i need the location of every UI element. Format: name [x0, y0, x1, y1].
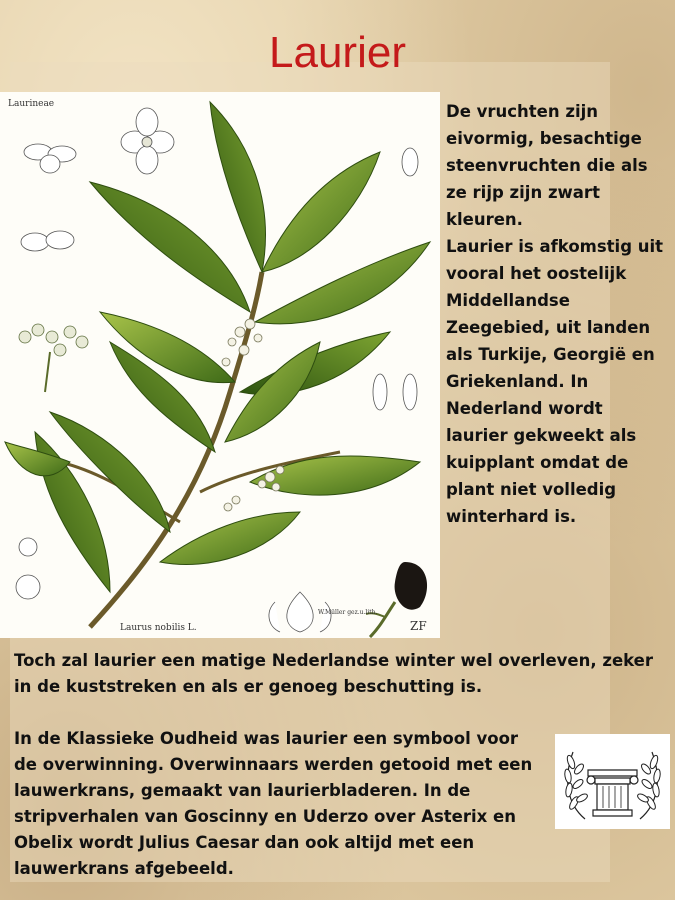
- side-text-block: [446, 98, 668, 530]
- side-paragraph: Laurier is afkomstig uit vooral het oostelijk Middellandse Zeegebied, uit landen als Turkije, Georgië en Griekenland. In Nederland wordt laurier gekweekt als kuipplant omdat de plant niet volledig winterhard is.: [446, 237, 664, 526]
- wreath-drawing: [555, 734, 670, 829]
- paragraph-gap: [14, 700, 654, 726]
- botanical-illustration: [0, 92, 440, 638]
- side-paragraph: De vruchten zijn eivormig, besachtige steenvruchten die als ze rijp zijn zwart kleuren.: [446, 102, 648, 229]
- species-label: Laurus nobilis L.: [120, 623, 197, 633]
- body-paragraph: Toch zal laurier een matige Nederlandse winter wel overleven, zeker in de kuststreken en als er genoeg beschutting is.: [14, 651, 654, 696]
- laurel-wreath-column-icon: [555, 734, 670, 829]
- laurel-plant-drawing: [0, 92, 440, 638]
- family-label: Laurineae: [8, 99, 55, 109]
- page-title: Laurier: [269, 28, 406, 77]
- signature-label: ZF: [410, 619, 427, 633]
- artist-credit: W.Müller gez.u.lith.: [318, 609, 378, 616]
- body-paragraph: In de Klassieke Oudheid was laurier een symbool voor de overwinning. Overwinnaars werden getooid met een lauwerkrans, gemaakt van laurierbladeren. In de stripverhalen van Goscinny en Uderzo over Asterix en Obelix wordt Julius Caesar dan ook altijd met een lauwerkrans afgebeeld.: [14, 729, 533, 878]
